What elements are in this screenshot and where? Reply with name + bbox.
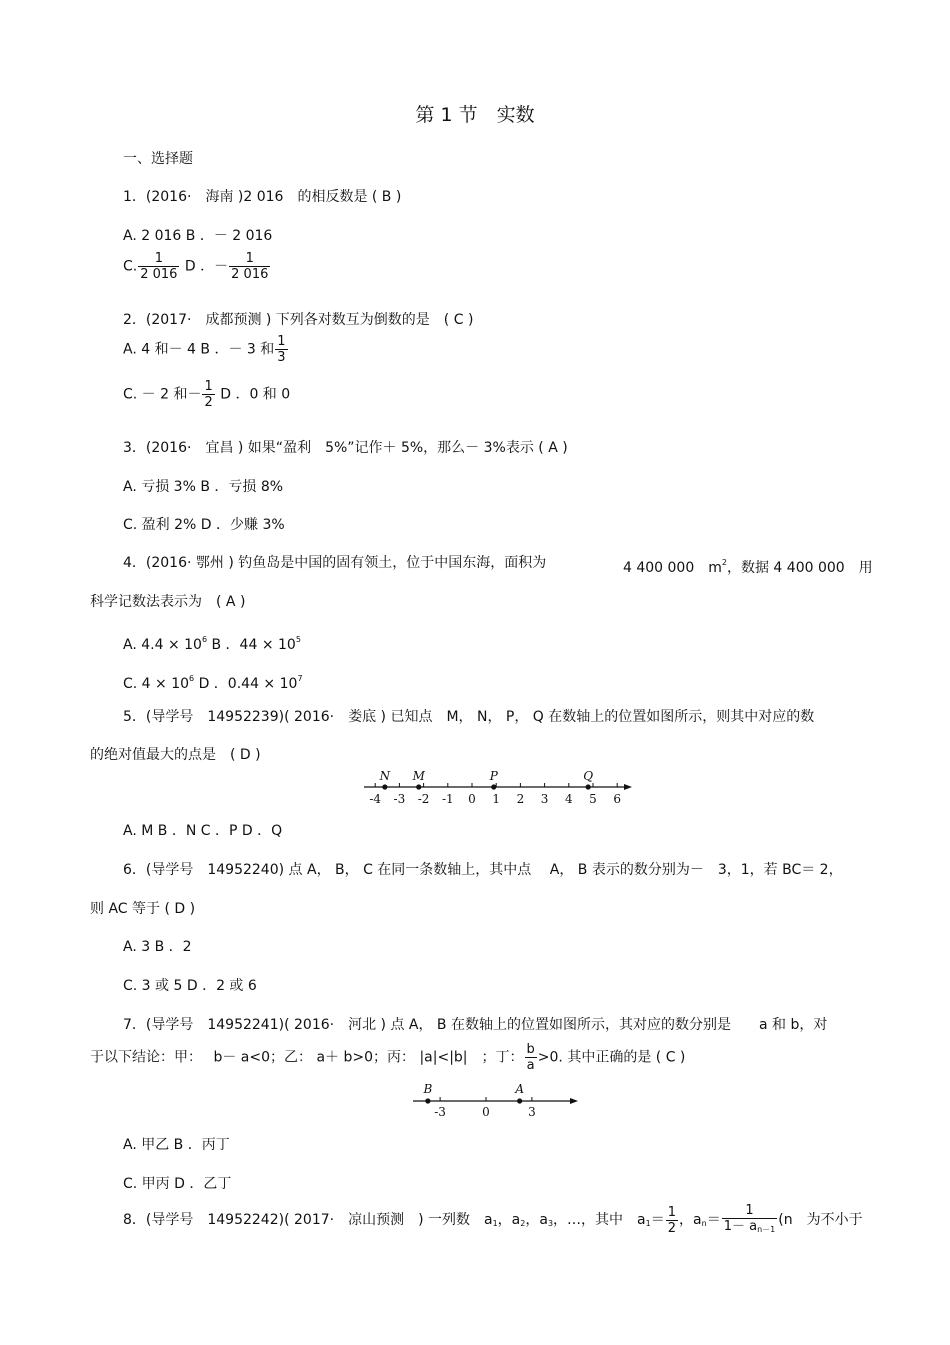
- point-dot: [416, 784, 421, 789]
- point-dot: [491, 784, 496, 789]
- number-line-figure-q5: [360, 766, 635, 808]
- arrow-icon: [624, 784, 632, 790]
- question-5-stem-line2: 的绝对值最大的点是 ( D ): [90, 747, 261, 763]
- tick-label: -3: [434, 1105, 446, 1118]
- section-heading: 一、选择题: [123, 151, 193, 167]
- question-3-options-ab: A. 亏损 3% B ．亏损 8%: [123, 479, 284, 495]
- option-d-label: D ．－: [184, 258, 229, 275]
- arrow-icon: [570, 1098, 578, 1104]
- question-3-options-cd: C. 盈利 2% D ．少赚 3%: [123, 517, 285, 533]
- question-8-stem: 8．(导学号 14952242)( 2017· 凉山预测 ) 一列数 $a_1$，$a_2$，$a_3$，…，其中 $a_1=$ $\frac{1}{2}$ ，$a_n=$ $\frac{1}{1- a_{n-1}}$ (n 为不小于: [123, 1203, 863, 1236]
- fraction: $\frac{1}{2}$: [204, 379, 213, 410]
- question-6-stem-line2: 则 AC 等于 ( D ): [90, 901, 196, 917]
- question-2-stem: 2．(2017· 成都预测 ) 下列各对数互为倒数的是 ( C ): [123, 312, 474, 328]
- number-line-figure-q7: [410, 1078, 582, 1118]
- option-c-label: C.: [123, 258, 138, 275]
- fraction: $\frac{1}{3}$: [277, 334, 286, 365]
- fraction: $\frac{1}{2 016}$: [140, 251, 178, 282]
- point-dot: [586, 784, 591, 789]
- question-2-options-ab: A. 4 和－ 4 B ．－ 3 和 $\frac{1}{3}$: [123, 334, 286, 365]
- point-label: P: [489, 769, 498, 783]
- question-5-options: A. M B ．N C ．P D ．Q: [123, 823, 283, 839]
- question-6-stem: 6．(导学号 14952240) 点 A， B， C 在同一条数轴上，其中点 A， B 表示的数分别为－ 3，1，若 BC＝ 2，: [123, 862, 843, 878]
- question-4-options-cd: C. $4 \times 10^6$ D ．$0.44 \times 10^7$: [123, 674, 303, 692]
- question-7-stem: 7．(导学号 14952241)( 2016· 河北 ) 点 A， B 在数轴上的位置如图所示，其对应的数分别是 a 和 b，对: [123, 1017, 828, 1033]
- question-6-options-cd: C. 3 或 5 D ．2 或 6: [123, 978, 257, 994]
- fraction: $\frac{1}{1- a_{n-1}}$: [722, 1203, 778, 1237]
- fraction: $\frac{1}{2 016}$: [231, 251, 269, 282]
- tick-label: 3: [528, 1105, 536, 1118]
- tick-label: 4: [564, 792, 573, 806]
- point-dot: [425, 1098, 430, 1103]
- tick-label: 5: [589, 792, 597, 806]
- tick-label: 6: [613, 792, 622, 806]
- point-label: Q: [583, 769, 594, 783]
- point-dot: [382, 784, 387, 789]
- fraction: $\frac{1}{2}$: [667, 1204, 677, 1236]
- question-1-stem: 1．(2016· 海南 )2 016 的相反数是 ( B ): [123, 189, 402, 205]
- point-label: M: [412, 769, 425, 783]
- question-7-stem-line2: 于以下结论：甲： b－ a<0；乙： a＋ b>0；丙： |a|<|b| ；丁： $\frac{b}{a}$ >0. 其中正确的是 ( C ): [90, 1042, 686, 1073]
- question-7-options-ab: A. 甲乙 B ．丙丁: [123, 1137, 230, 1153]
- question-4-stem-line2: 科学记数法表示为 ( A ): [90, 594, 246, 610]
- tick-label: -1: [441, 792, 454, 806]
- point-label: A: [515, 1082, 524, 1096]
- point-label: B: [423, 1082, 433, 1096]
- question-4-options-ab: A. $4.4 \times 10^6$ B ．$44 \times 10^5$: [123, 635, 301, 653]
- tick-label: -2: [417, 792, 430, 806]
- question-4-stem-part1: 4．(2016· 鄂州 ) 钓鱼岛是中国的固有领土，位于中国东海，面积为: [123, 555, 547, 571]
- page-title: 第 1 节 实数: [415, 104, 535, 126]
- point-label: N: [379, 769, 391, 783]
- question-3-stem: 3．(2016· 宜昌 ) 如果“盈利 5%”记作＋ 5%，那么－ 3%表示 ( A ): [123, 440, 568, 456]
- question-2-options-cd: C. － 2 和－ $\frac{1}{2}$ D ．0 和 0: [123, 379, 291, 410]
- tick-label: -3: [393, 792, 406, 806]
- question-5-stem: 5．(导学号 14952239)( 2016· 娄底 ) 已知点 M， N， P， Q 在数轴上的位置如图所示，则其中对应的数: [123, 709, 815, 725]
- tick-label: -4: [369, 792, 382, 806]
- tick-label: 0: [468, 792, 476, 806]
- fraction: $\frac{b}{a}$: [526, 1042, 535, 1073]
- question-4-stem-part2: 4 400 000 $m^2$，数据 4 400 000 用: [623, 558, 873, 576]
- question-6-options-ab: A. 3 B ．2: [123, 939, 192, 955]
- question-7-options-cd: C. 甲丙 D ．乙丁: [123, 1176, 232, 1192]
- tick-label: 3: [540, 792, 549, 806]
- tick-label: 0: [482, 1105, 490, 1118]
- tick-label: 2: [516, 792, 525, 806]
- point-dot: [517, 1098, 522, 1103]
- tick-label: 1: [492, 792, 501, 806]
- question-1-options-cd: [123, 251, 271, 282]
- question-1-options-ab: A. 2 016 B ．－ 2 016: [123, 228, 273, 244]
